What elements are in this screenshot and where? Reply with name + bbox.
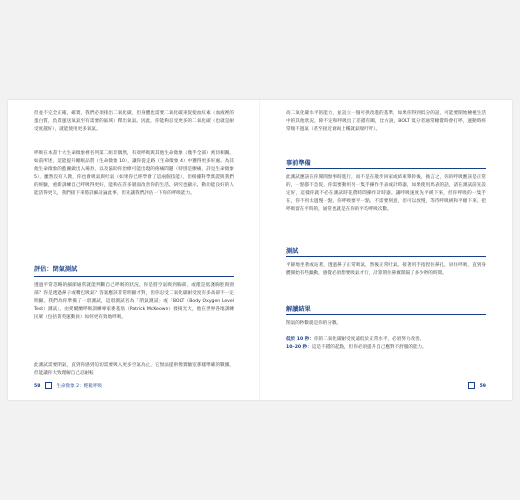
right-paragraph-test: 平靜地坐著或站著，透過鼻子正常吸氣，然後正常吐氣。接著用手指捏住鼻孔，屏住呼吸，直到身體開始有些躁動，感覺必須想要吸氣才行，計算閉住鼻翼間隔了多少秒的時間。 xyxy=(286,263,486,277)
heading-rule-test xyxy=(286,256,486,257)
result-text: 這是不錯的起點，但你必須提升自己應對不舒服的能力。 xyxy=(311,345,427,351)
result-text: 你的二氧化碳耐受度遠低於正常水平，必須努力改善。 xyxy=(313,337,425,342)
result-time: 10–20 秒： xyxy=(286,345,312,351)
heading-rule xyxy=(34,276,234,277)
result-item xyxy=(286,336,486,344)
page-number-left: 58 xyxy=(34,384,41,389)
results-list xyxy=(286,336,486,352)
heading-rule-results xyxy=(286,314,486,315)
footer-square-icon xyxy=(45,382,52,389)
left-footer xyxy=(34,382,102,390)
section-heading-bolt: 評估：閉氣測試 xyxy=(34,266,78,273)
right-paragraph-results: 閉氣的秒數就是你的分數。 xyxy=(286,321,342,326)
right-paragraph-1: 高二氧化碳水平的能力，並設立一個可供改進的基準，如果你得到低分的話，可能要開始檢視生活中的其他狀況，除不定和呼吸出了差錯有關，比方說，BOLT 低分者通常睡覺時會打呼，運動時經常喘不過氣（甚至接近衰竭上樓就氣喘吁吁）。 xyxy=(286,111,486,133)
right-paragraph-prep: 此測試應該在你閒閒無事時進行，而不是在散步回家或結束舉鈴後，換言之，你的呼吸應該是正常的，一點都不急促。你需要動用另一隻手操作手表或計時器，如果使用馬表的話，請在測試前先設定好，這樣你就不必在測試時花費時間操作計時器。讓呼吸速度先平緩下來，但你呼吸的一隻手在，你不用太過慢一點，你呼吸要平一點，不需要刻意，但可以放慢，等待呼吸緩和平順下來。把呼吸留在平時的，通常也就是在你的平均呼吸次數。 xyxy=(286,175,486,213)
left-paragraph-4: 此測試需要閉氣，直到你感到迫切需要吸入更多空氣為止，它無法提供像實驗室那樣準確的數據，但能讓你大致理解自己忍耐較 xyxy=(34,363,234,377)
left-paragraph-1: 但並不完全正確，確實，我們必須排出二氧化碳，但身體也需要二氧化碳來促使血紅素（血液裡的蛋白質，負責運送氧氣至有需要的區域）釋出氧氣。因此，你能夠忍受更多的二氧化碳（也就是耐受度越好），就能使用更多氧氣。 xyxy=(34,111,234,133)
page-number-right: 59 xyxy=(479,384,486,389)
heading-rule-prep xyxy=(286,168,486,169)
right-page xyxy=(260,100,512,400)
footer-square-icon xyxy=(468,382,475,389)
right-footer xyxy=(465,382,486,390)
left-page xyxy=(8,100,260,400)
book-spread xyxy=(8,100,512,400)
running-title: 生命徵象 2：輕鬆呼吸 xyxy=(56,384,103,389)
result-item xyxy=(286,344,486,352)
result-time: 低於 10 秒： xyxy=(286,337,314,342)
heading-results: 解讀結果 xyxy=(286,306,311,313)
heading-prep: 事前準備 xyxy=(286,160,311,167)
left-paragraph-2: 呼吸在本書十大生命徵象裡名列第二組非偶然，有效呼吸與其他生命徵象（幾乎全部）密切相關。如前所述，這能提升睡眠品質（生命徵象 10），讓你從走路（生命徵象 4）中獲得更多好處。為其他生命徵象的藍圖做出入場券，以及協助你治療可能出現的疼痛問題（特別是腰痛，詳見生命徵象 5），雖然沒有人教，你也會吸氣與吐氣（如果你已經學會了這兩個技能），但根據科學實證與我們的經驗，重新訓練自己呼吸得更好，能夠在許多層面改善你的生活。研究也顯示，動功能良好的人能活得更久，我們接下來將詳細討論此事，但先讓我們評估一下你的呼吸能力。 xyxy=(34,151,234,197)
heading-test: 測試 xyxy=(286,248,299,255)
left-paragraph-3: 透過平常忽略的細節通常就能判斷自己呼吸的狀況。你是將空氣吸到胸部，或僅是低淺胸腔與頸部？你是透過鼻子或嘴巴吸氣？答案應該非常明顯才對，但你忍受二氧化碳耐受度有多高卻不一定明顯。我們為你準備了一項測試，這項測試名為「閉氣測試」或「BOLT（Body Oxygen Level Test）測試」，由愛爾蘭呼吸訓練專家麥基翁（Patrick McKeown）發揚光大，他在世界各地訓練民眾（包括菁英運動員）如何更有效地呼吸。 xyxy=(34,283,234,321)
